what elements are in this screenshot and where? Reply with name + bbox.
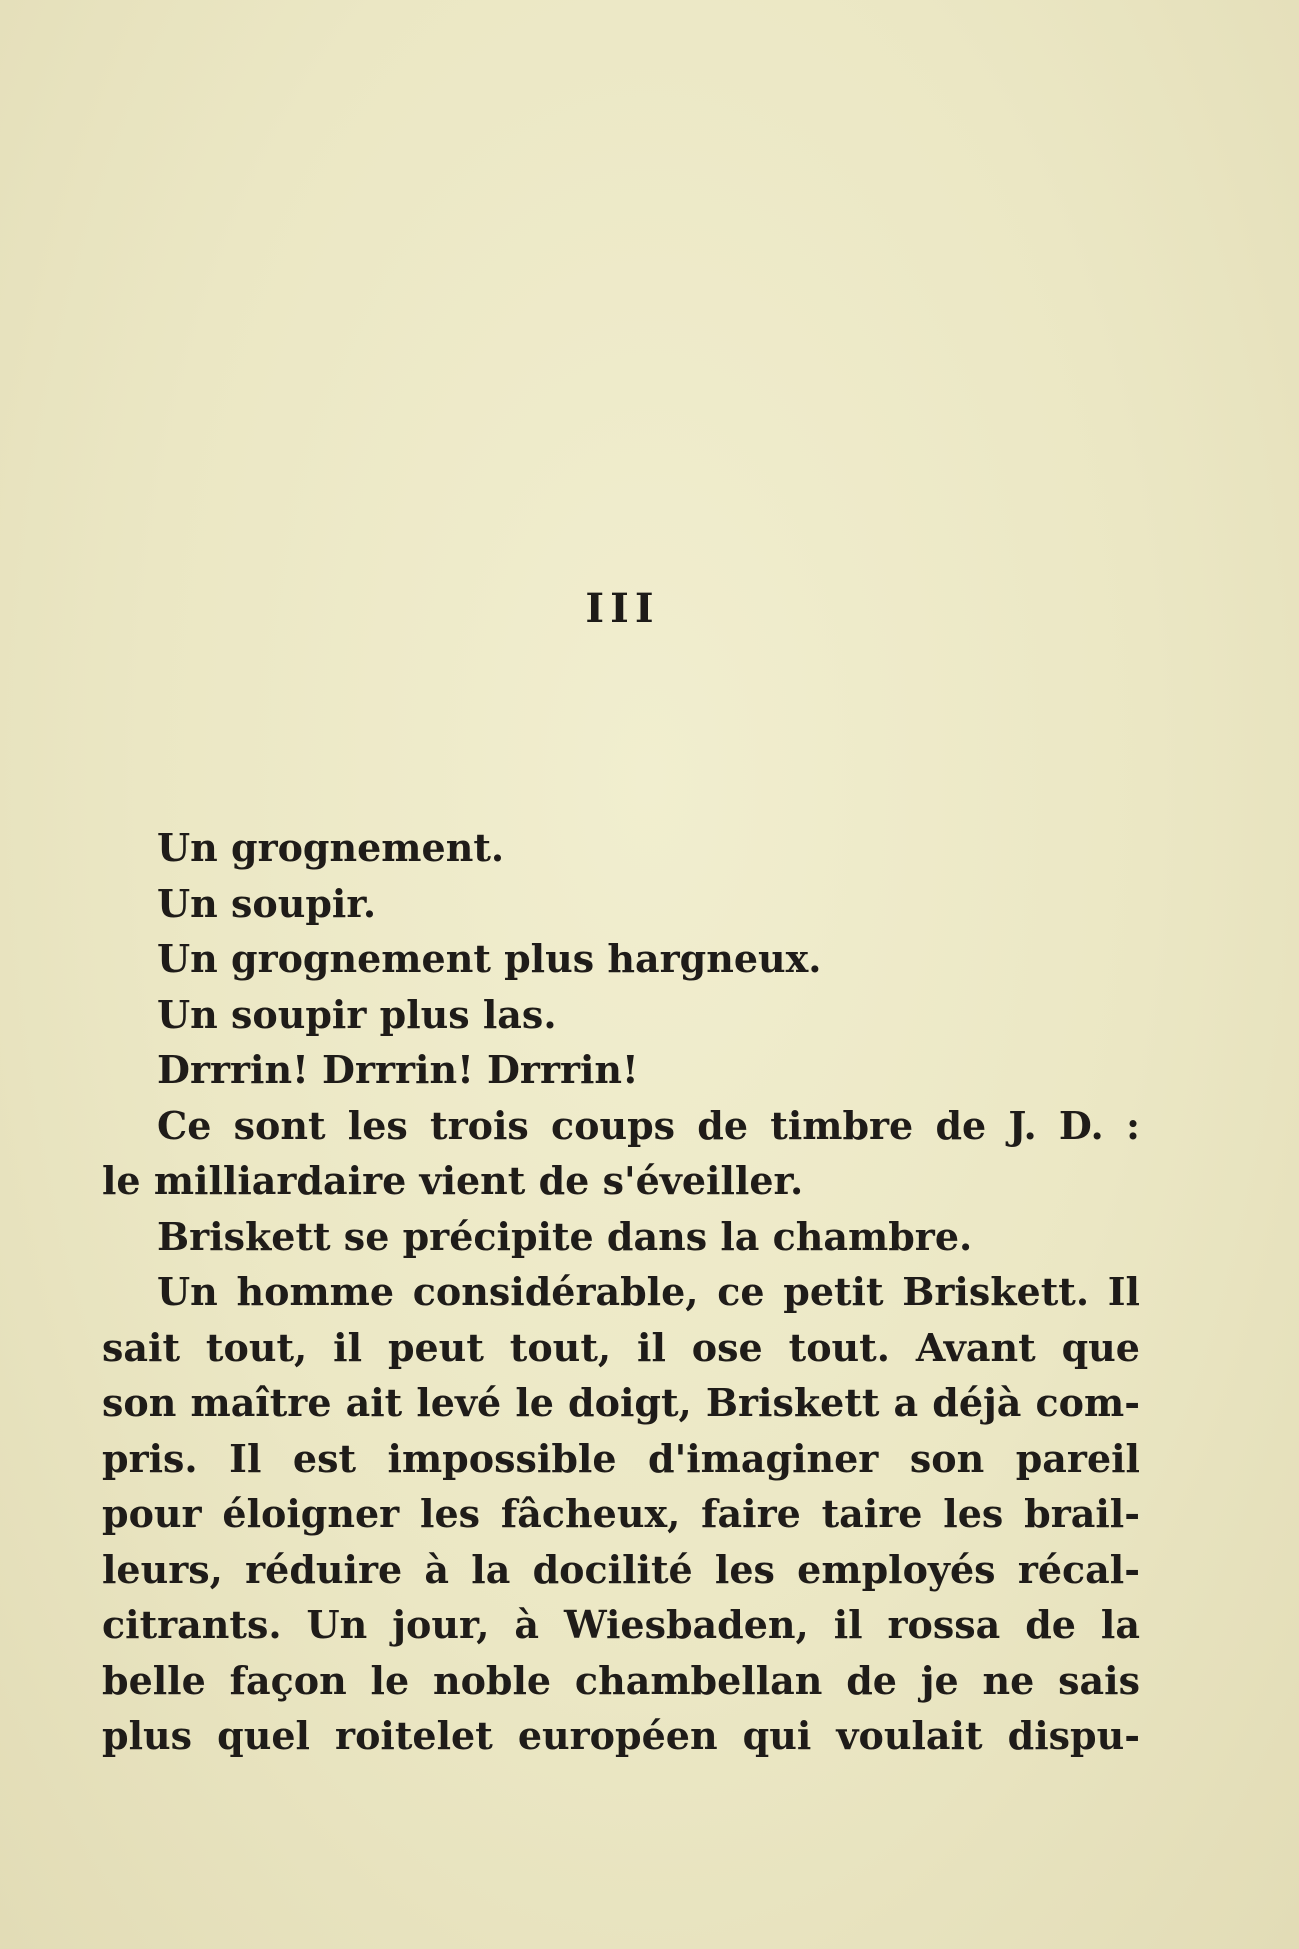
text-line: pris. Il est impossible d'imaginer son pareil (102, 1435, 1140, 1481)
paragraph: Un soupir plus las. (157, 991, 557, 1037)
paragraph: Un grognement. (157, 825, 505, 870)
text-line: Un homme considérable, ce petit Briskett. Il (157, 1269, 1140, 1314)
text-line: Ce sont les trois coups de timbre de J. D. : (157, 1102, 1140, 1148)
text-line: son maître ait levé le doigt, Briskett a déjà com- (102, 1380, 1140, 1425)
paragraph (102, 1264, 1140, 1764)
text-line: citrants. Un jour, à Wiesbaden, il rossa de la (102, 1602, 1140, 1647)
text-line: pour éloigner les fâcheux, faire taire les brail- (102, 1491, 1140, 1536)
text-line: plus quel roitelet européen qui voulait dispu- (102, 1713, 1140, 1758)
paragraph: Briskett se précipite dans la chambre. (157, 1213, 973, 1259)
chapter-number: III (585, 585, 660, 632)
paragraph: Un grognement plus hargneux. (157, 936, 822, 981)
text-line: leurs, réduire à la docilité les employés récal- (102, 1546, 1140, 1592)
body-text (102, 820, 1140, 1764)
text-line: belle façon le noble chambellan de je ne sais (102, 1657, 1140, 1703)
paragraph (102, 1098, 1140, 1209)
text-line: sait tout, il peut tout, il ose tout. Avant que (102, 1324, 1140, 1370)
text-line: le milliardaire vient de s'éveiller. (102, 1158, 804, 1203)
paragraph: Drrrin! Drrrin! Drrrin! (157, 1047, 639, 1092)
paragraph: Un soupir. (157, 880, 377, 926)
